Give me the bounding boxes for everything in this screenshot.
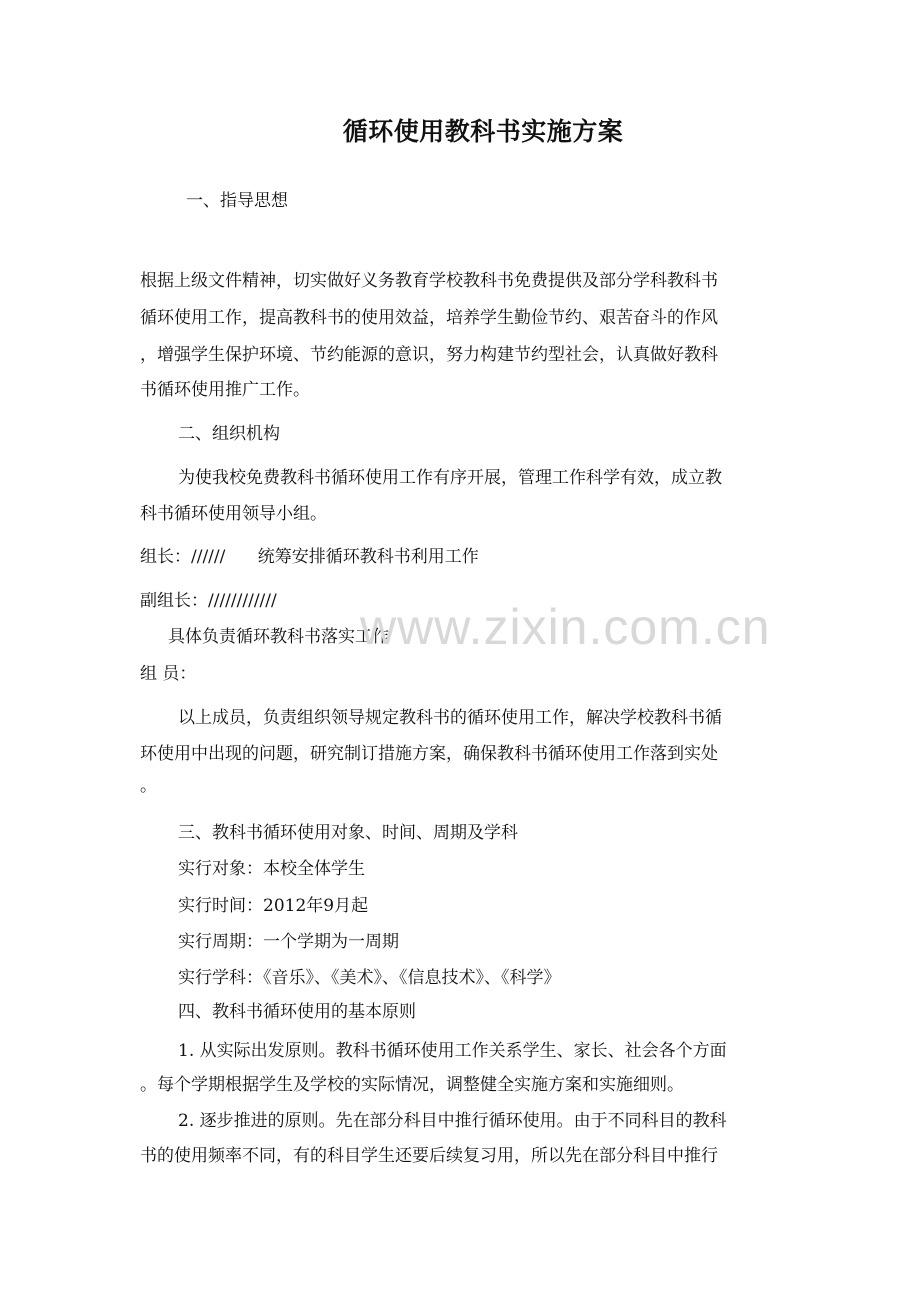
- members-line: 组 员：: [140, 664, 197, 684]
- paragraph-line: 循环使用工作，提高教科书的使用效益，培养学生勤俭节约、艰苦奋斗的作风: [140, 308, 718, 328]
- paragraph-line: 2. 逐步推进的原则。先在部分科目中推行循环使用。由于不同科目的教科: [178, 1111, 727, 1131]
- paragraph-line: 科书循环使用领导小组。: [140, 504, 327, 524]
- deputy-duty-line: 具体负责循环教科书落实工作: [168, 627, 389, 647]
- scope-target-line: 实行对象：本校全体学生: [178, 859, 365, 879]
- heading-guiding-ideology: 一、指导思想: [186, 191, 288, 211]
- scope-time-line: 实行时间：2012年9月起: [178, 896, 369, 916]
- deputy-leader-line: 副组长：////////////: [140, 591, 277, 611]
- paragraph-line: ，增强学生保护环境、节约能源的意识，努力构建节约型社会，认真做好教科: [140, 345, 718, 365]
- paragraph-line: 书循环使用推广工作。: [140, 380, 310, 400]
- watermark: www.zixin.com.cn: [360, 599, 771, 655]
- paragraph-line: 书的使用频率不同，有的科目学生还要后续复习用，所以先在部分科目中推行: [140, 1146, 718, 1166]
- paragraph-line: 1. 从实际出发原则。教科书循环使用工作关系学生、家长、社会各个方面: [178, 1041, 727, 1061]
- paragraph-line: 环使用中出现的问题，研究制订措施方案，确保教科书循环使用工作落到实处: [140, 744, 718, 764]
- heading-principles: 四、教科书循环使用的基本原则: [178, 1002, 416, 1022]
- paragraph-line: 。每个学期根据学生及学校的实际情况，调整健全实施方案和实施细则。: [140, 1075, 684, 1095]
- paragraph-line: 以上成员，负责组织领导规定教科书的循环使用工作，解决学校教科书循: [178, 708, 722, 728]
- paragraph-line: 根据上级文件精神，切实做好义务教育学校教科书免费提供及部分学科教科书: [140, 271, 718, 291]
- heading-scope: 三、教科书循环使用对象、时间、周期及学科: [178, 823, 518, 843]
- heading-organization: 二、组织机构: [178, 424, 280, 444]
- scope-period-line: 实行周期：一个学期为一周期: [178, 932, 399, 952]
- document-title: 循环使用教科书实施方案: [342, 117, 624, 146]
- scope-subjects-line: 实行学科：《音乐》、《美术》、《信息技术》、《科学》: [178, 968, 561, 988]
- team-leader-line: 组长：////// 统筹安排循环教科书利用工作: [140, 547, 479, 567]
- paragraph-line: 为使我校免费教科书循环使用工作有序开展，管理工作科学有效，成立教: [178, 468, 722, 488]
- paragraph-line: 。: [140, 776, 157, 796]
